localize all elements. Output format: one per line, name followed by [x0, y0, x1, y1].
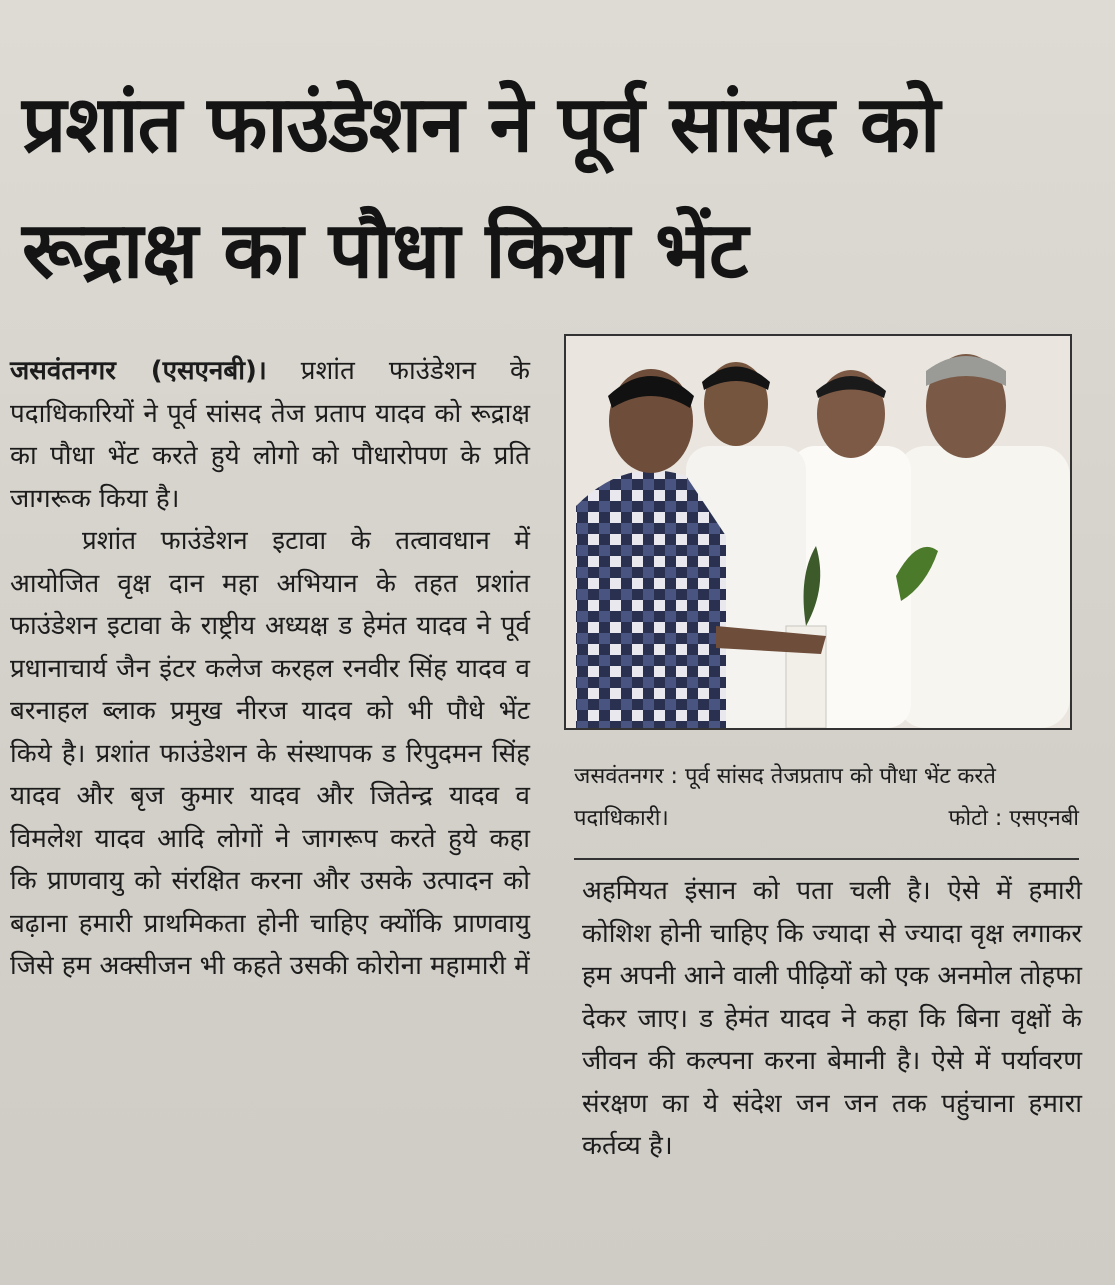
dateline: जसवंतनगर (एसएनबी)।: [10, 356, 267, 386]
news-photo: [564, 334, 1072, 730]
article-column-right: [582, 870, 1082, 1168]
article-continuation-paragraph: अहमियत इंसान को पता चली है। ऐसे में हमारी कोशिश होनी चाहिए कि ज्यादा से ज्यादा वृक्ष लगाकर हम अपनी आने वाली पीढ़ियों को एक अनमोल तोहफा देकर जाए। ड हेमंत यादव ने कहा कि बिना वृक्षों के जीवन की कल्पना करना बेमानी है। ऐसे में पर्यावरण संरक्षण का ये संदेश जन जन तक पहुंचाना हमारा कर्तव्य है।: [582, 876, 1082, 1161]
article-column-left: [10, 350, 530, 988]
caption-divider: [574, 858, 1079, 860]
headline: प्रशांत फाउंडेशन ने पूर्व सांसद को रूद्राक्ष का पौधा किया भेंट: [22, 80, 940, 296]
intro-text: प्रशांत फाउंडेशन के पदाधिकारियों ने पूर्व सांसद तेज प्रताप यादव को रूद्राक्ष का पौधा भेंट करते हुये लोगो को पौधारोपण के प्रति जागरूक किया है।: [10, 356, 530, 514]
photo-credit: फोटो : एसएनबी: [948, 806, 1079, 831]
photo-illustration: [566, 336, 1070, 728]
photo-caption: [574, 756, 1079, 840]
caption-text: जसवंतनगर : पूर्व सांसद तेजप्रताप को पौधा भेंट करते पदाधिकारी।: [574, 764, 996, 831]
article-intro-paragraph: [10, 350, 530, 520]
article-body-paragraph: प्रशांत फाउंडेशन इटावा के तत्वावधान में आयोजित वृक्ष दान महा अभियान के तहत प्रशांत फाउंडेशन इटावा के राष्ट्रीय अध्यक्ष ड हेमंत यादव ने पूर्व प्रधानाचार्य जैन इंटर कलेज करहल रनवीर सिंह यादव व बरनाहल ब्लाक प्रमुख नीरज यादव को भी पौधे भेंट किये है। प्रशांत फाउंडेशन के संस्थापक ड रिपुदमन सिंह यादव और बृज कुमार यादव और जितेन्द्र यादव व विमलेश यादव आदि लोगों ने जागरूप करते हुये कहा कि प्राणवायु को संरक्षित करना और उसके उत्पादन को बढ़ाना हमारी प्राथमिकता होनी चाहिए क्योंकि प्राणवायु जिसे हम अक्सीजन भी कहते उसकी कोरोना महामारी में: [10, 526, 530, 981]
